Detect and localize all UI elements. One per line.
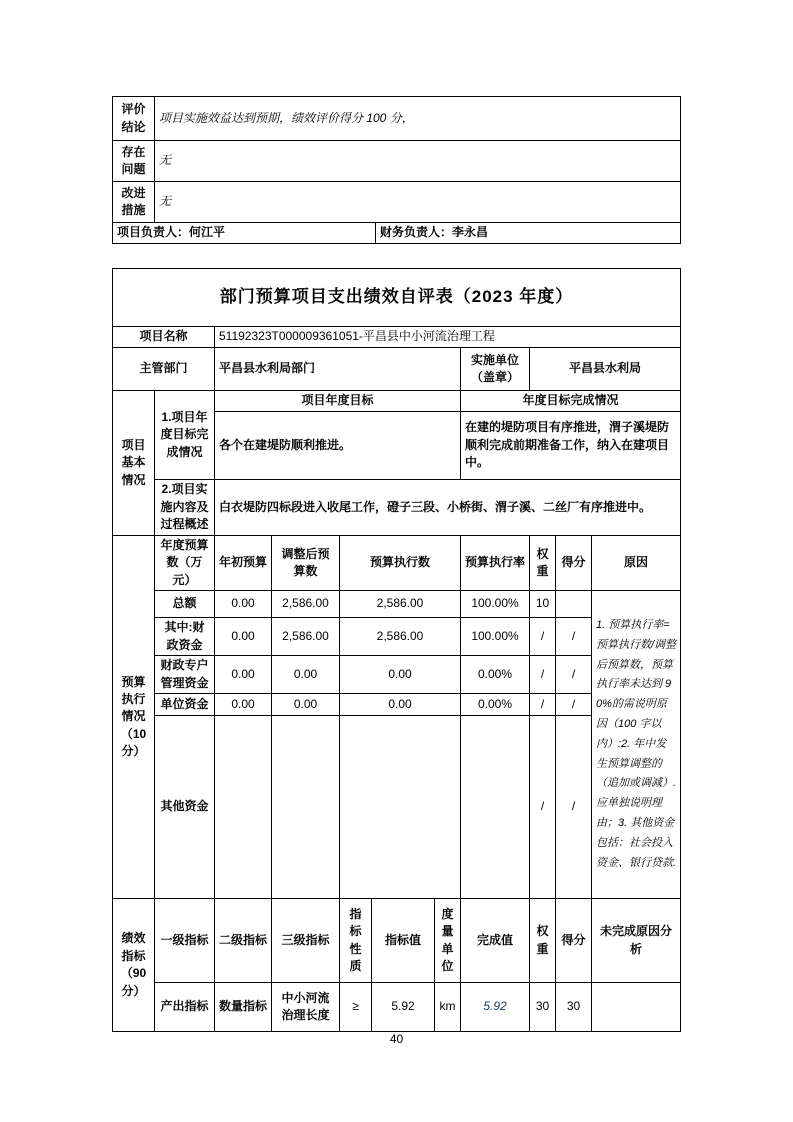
eval-conclusion-label: 评价结论: [113, 97, 155, 141]
perf-header-level2: 二级指标: [215, 899, 272, 983]
annual-goal-value: 各个在建堤防顺利推进。: [215, 412, 461, 480]
project-name-value: 51192323T000009361051-平昌县中小河流治理工程: [215, 327, 681, 348]
budget-fiscal-adjusted: 2,586.00: [272, 618, 340, 656]
budget-header-weight: 权重: [530, 536, 556, 591]
budget-special-initial: 0.00: [215, 656, 272, 694]
perf-row-level3: 中小河流治理长度: [272, 983, 340, 1032]
perf-header-target: 指标值: [372, 899, 435, 983]
budget-fiscal-rate: 100.00%: [461, 618, 530, 656]
basic-section-label: 项目基本情况: [113, 391, 155, 536]
budget-unit-initial: 0.00: [215, 694, 272, 716]
perf-row-actual: 5.92: [461, 983, 530, 1032]
budget-total-executed: 2,586.00: [340, 591, 461, 618]
budget-special-rate: 0.00%: [461, 656, 530, 694]
budget-other-executed: [340, 716, 461, 899]
budget-special-adjusted: 0.00: [272, 656, 340, 694]
budget-row-unit-label: 单位资金: [155, 694, 215, 716]
budget-special-weight: /: [530, 656, 556, 694]
basic-item2-label: 2.项目实施内容及过程概述: [155, 480, 215, 536]
budget-special-score: /: [556, 656, 592, 694]
finance-lead: 财务负责人：李永昌: [376, 223, 681, 244]
budget-unit-adjusted: 0.00: [272, 694, 340, 716]
annual-goal-header: 项目年度目标: [215, 391, 461, 412]
budget-header-reason: 原因: [592, 536, 681, 591]
budget-special-executed: 0.00: [340, 656, 461, 694]
budget-other-score: /: [556, 716, 592, 899]
perf-row-score: 30: [556, 983, 592, 1032]
budget-reason-note: 1. 预算执行率=预算执行数/调整后预算数，预算执行率未达到 90%的需说明原因（100 字以内）:2. 年中发生预算调整的（追加或调减）.应单独说明理由；3. 其他资金包括：社会投入资金、银行贷款.: [592, 591, 681, 899]
perf-header-analysis: 未完成原因分析: [592, 899, 681, 983]
budget-row-other-label: 其他资金: [155, 716, 215, 899]
existing-problems-label: 存在问题: [113, 141, 155, 182]
impl-unit-label: 实施单位（盖章）: [461, 348, 530, 391]
budget-header-score: 得分: [556, 536, 592, 591]
improvement-measures-label: 改进措施: [113, 182, 155, 223]
budget-unit-weight: /: [530, 694, 556, 716]
budget-total-initial: 0.00: [215, 591, 272, 618]
existing-problems-value: 无: [155, 141, 681, 182]
budget-header-rate: 预算执行率: [461, 536, 530, 591]
perf-header-unit: 度量单位: [435, 899, 461, 983]
budget-total-score: [556, 591, 592, 618]
budget-section-label: 预算执行情况（10分）: [113, 536, 155, 899]
dept-value: 平昌县水利局部门: [215, 348, 461, 391]
impl-unit-value: 平昌县水利局: [530, 348, 681, 391]
page-number: 40: [389, 1032, 404, 1046]
budget-header-initial: 年初预算: [215, 536, 272, 591]
budget-fiscal-initial: 0.00: [215, 618, 272, 656]
perf-row-weight: 30: [530, 983, 556, 1032]
perf-header-level3: 三级指标: [272, 899, 340, 983]
perf-row-analysis: [592, 983, 681, 1032]
improvement-measures-value: 无: [155, 182, 681, 223]
budget-row-special-label: 财政专户管理资金: [155, 656, 215, 694]
basic-item1-label: 1.项目年度目标完成情况: [155, 391, 215, 480]
performance-section-label: 绩效指标（90分）: [113, 899, 155, 1032]
perf-row-nature: ≥: [340, 983, 372, 1032]
perf-header-actual: 完成值: [461, 899, 530, 983]
basic-item2-content: 白衣堤防四标段进入收尾工作，磴子三段、小桥街、渭子溪、二丝厂有序推进中。: [215, 480, 681, 536]
budget-unit-score: /: [556, 694, 592, 716]
perf-row-target: 5.92: [372, 983, 435, 1032]
perf-header-level1: 一级指标: [155, 899, 215, 983]
budget-total-adjusted: 2,586.00: [272, 591, 340, 618]
budget-header-executed: 预算执行数: [340, 536, 461, 591]
self-evaluation-table: [112, 268, 681, 1032]
completion-header: 年度目标完成情况: [461, 391, 681, 412]
perf-row-level2: 数量指标: [215, 983, 272, 1032]
budget-row-fiscal-label: 其中:财政资金: [155, 618, 215, 656]
table-title: 部门预算项目支出绩效自评表（2023 年度）: [113, 269, 681, 327]
budget-fiscal-executed: 2,586.00: [340, 618, 461, 656]
budget-fiscal-weight: /: [530, 618, 556, 656]
budget-unit-rate: 0.00%: [461, 694, 530, 716]
budget-header-adjusted: 调整后预算数: [272, 536, 340, 591]
perf-row-unit: km: [435, 983, 461, 1032]
budget-other-rate: [461, 716, 530, 899]
summary-table: [112, 96, 681, 244]
budget-row-total-label: 总额: [155, 591, 215, 618]
completion-value: 在建的堤防项目有序推进，渭子溪堤防顺利完成前期准备工作，纳入在建项目中。: [461, 412, 681, 480]
perf-row-level1: 产出指标: [155, 983, 215, 1032]
budget-total-weight: 10: [530, 591, 556, 618]
perf-header-nature: 指标性质: [340, 899, 372, 983]
budget-fiscal-score: /: [556, 618, 592, 656]
budget-unit-executed: 0.00: [340, 694, 461, 716]
budget-other-initial: [215, 716, 272, 899]
budget-other-weight: /: [530, 716, 556, 899]
project-lead: 项目负责人：何江平: [113, 223, 376, 244]
project-name-label: 项目名称: [113, 327, 215, 348]
dept-label: 主管部门: [113, 348, 215, 391]
perf-header-score: 得分: [556, 899, 592, 983]
budget-other-adjusted: [272, 716, 340, 899]
perf-header-weight: 权重: [530, 899, 556, 983]
budget-total-rate: 100.00%: [461, 591, 530, 618]
eval-conclusion-value: 项目实施效益达到预期，绩效评价得分 100 分，: [155, 97, 681, 141]
budget-header-category: 年度预算数（万元）: [155, 536, 215, 591]
